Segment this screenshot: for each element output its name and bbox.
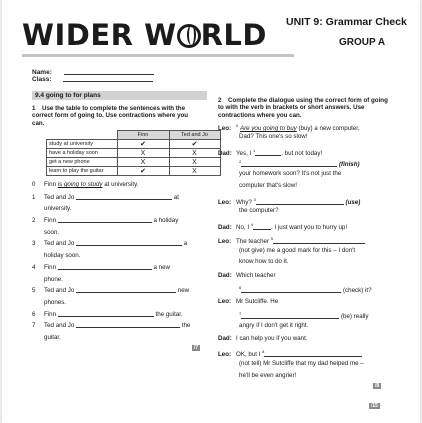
table-row: learn to play the guitar ✔ X <box>47 167 221 176</box>
answer-blank[interactable] <box>76 199 172 200</box>
answer-blank[interactable] <box>241 318 339 319</box>
dialogue-line-2d: computer that's slow! <box>239 182 297 189</box>
answer-blank[interactable] <box>241 292 341 293</box>
answer-blank[interactable] <box>76 327 180 328</box>
ex1-example: 0 Finn is going to study at university. <box>32 181 139 188</box>
ex1-item-1: 1 Ted and Jo at <box>32 194 179 201</box>
answer-blank[interactable] <box>253 229 271 230</box>
dialogue-line-2c: your homework soon? It's not just the <box>239 170 342 177</box>
table-row: have a holiday soon X X <box>47 149 221 158</box>
dialogue-line-3: Leo: Why? $^3$ (use) <box>218 197 361 207</box>
ex1-item-2-cont: soon. <box>44 229 60 236</box>
dialogue-line-6: Dad: Which teacher <box>218 272 276 279</box>
dialogue-line-2: Dad: Yes, I $^1$ , but not today! <box>218 148 323 158</box>
dialogue-line-5c: know how to do it. <box>239 258 289 265</box>
logo-text-end: RLD <box>200 18 267 52</box>
dialogue-line-7: Leo: Mr Sutcliffe. He <box>218 298 279 305</box>
answer-blank[interactable] <box>76 245 182 246</box>
dialogue-line-7c: angry if I don't get it right. <box>239 322 309 329</box>
answer-blank[interactable] <box>273 243 365 244</box>
answer-blank[interactable] <box>58 269 152 270</box>
dialogue-line-1: Leo: $^0$ Are you going to buy (buy) a new computer, <box>218 123 360 133</box>
ex2-instruction: 2 Complete the dialogue using the correct form of going to with the verb in brackets or short answers. Use contractions where you can. <box>218 97 388 119</box>
answer-blank[interactable] <box>76 292 176 293</box>
ex1-item-5: 5 Ted and Jo new <box>32 287 190 294</box>
dialogue-line-9b: (not tell) Mr Sutcliffe that my dad helped me – <box>239 360 364 367</box>
dialogue-line-8: Dad: I can help you if you want. <box>218 335 308 342</box>
dialogue-line-2b: $^2$ (finish) <box>239 159 360 169</box>
group-label: GROUP A <box>339 37 386 48</box>
ex1-item-7: 7 Ted and Jo the <box>32 322 191 329</box>
ex1-item-4: 4 Finn a new <box>32 264 171 271</box>
answer-blank[interactable] <box>58 222 152 223</box>
answer-blank[interactable] <box>256 204 344 205</box>
ex1-item-4-cont: phone. <box>44 276 63 283</box>
wider-world-logo <box>22 18 267 52</box>
dialogue-line-6b: $^6$ (check) it? <box>239 285 372 295</box>
dialogue-line-5b: (not give) me a good mark for this – I don't <box>239 247 356 254</box>
name-field: Name: <box>32 69 154 76</box>
dialogue-line-9: Leo: OK, but I $^8$ <box>218 348 362 358</box>
answer-blank[interactable] <box>264 356 362 357</box>
ex1-score-box: /7 <box>194 345 199 351</box>
ex1-item-7-cont: guitar. <box>44 334 61 341</box>
table-row: study at university ✔ ✔ <box>47 140 221 149</box>
class-field: Class: <box>32 76 153 83</box>
ex1-item-6: 6 Finn the guitar. <box>32 311 183 318</box>
ex1-item-3: 3 Ted and Jo a <box>32 240 188 247</box>
plans-table: Finn Ted and Jo study at university ✔ ✔ have a holiday soon X X get a new phone X X learn to play the guitar ✔ X <box>46 130 221 176</box>
ex1-item-3-cont: holiday soon. <box>44 252 81 259</box>
dialogue-line-4: Dad: No, I $^4$ . I just want you to hurry up! <box>218 222 348 232</box>
dialogue-line-5: Leo: The teacher $^5$ <box>218 235 365 245</box>
answer-blank[interactable] <box>255 155 281 156</box>
dialogue-line-9c: he'll be even angrier! <box>239 372 297 379</box>
ex1-instruction: 1 Use the table to complete the sentences with the correct form of going to. Use contractions where you can. <box>32 105 189 127</box>
table-row: get a new phone X X <box>47 158 221 167</box>
ex1-item-1-cont: university. <box>44 205 72 212</box>
answer-blank[interactable] <box>58 316 154 317</box>
header-rule <box>22 54 294 57</box>
dialogue-line-7b: $^7$ (be) really <box>239 311 369 321</box>
dialogue-line-3b: the computer? <box>239 207 279 214</box>
answer-blank[interactable] <box>241 166 337 167</box>
worksheet-page <box>2 0 420 423</box>
dialogue-line-1b: Dad? This one's so slow! <box>239 133 308 140</box>
total-score-box: /15 <box>371 403 378 409</box>
logo-text-start: WIDER W <box>22 18 177 52</box>
section-title: 9.4 going to for plans <box>32 91 207 100</box>
ex2-score-box: /8 <box>375 383 380 389</box>
unit-title: UNIT 9: Grammar Check <box>286 16 407 28</box>
ex1-item-2: 2 Finn a holiday <box>32 217 179 224</box>
globe-icon <box>177 24 201 48</box>
ex1-item-5-cont: phones. <box>44 299 67 306</box>
